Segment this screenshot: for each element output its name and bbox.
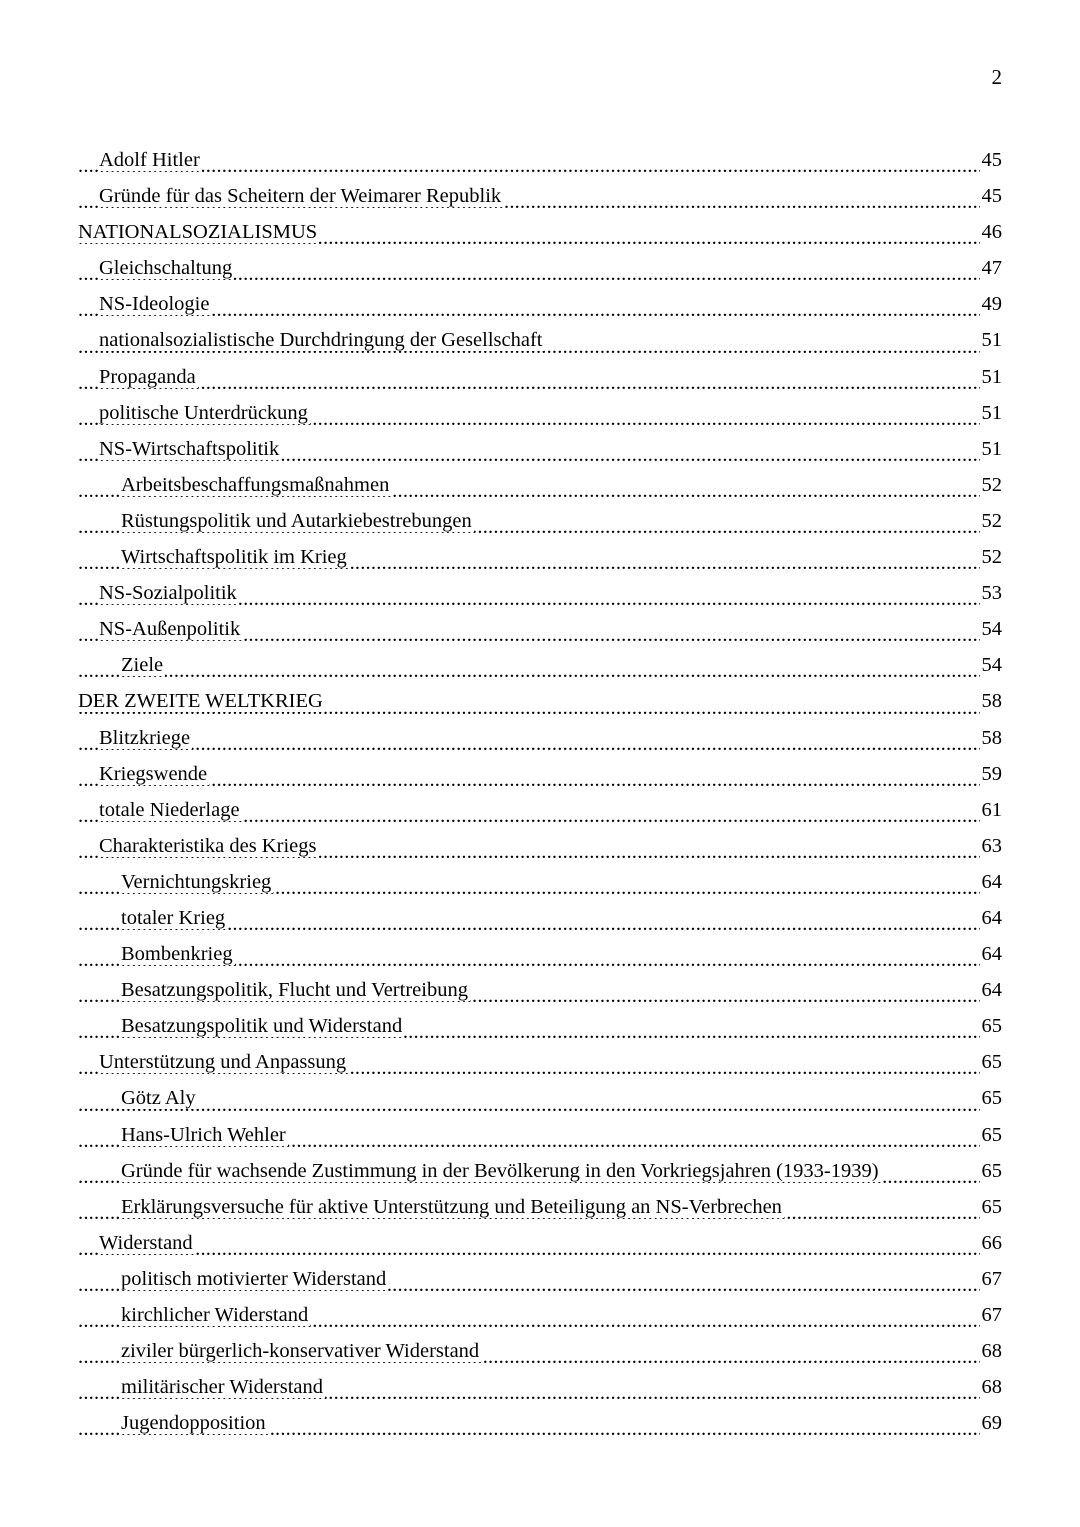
toc-entry-page: 45 [980,181,1003,211]
toc-entry-title: Unterstützung und Anpassung [99,1051,347,1074]
toc-entry-page: 65 [980,1083,1003,1113]
toc-entry-title: Hans-Ulrich Wehler [121,1123,286,1146]
toc-entry-title: Arbeitsbeschaffungsmaßnahmen [121,473,390,496]
toc-entry-title: NS-Sozialpolitik [99,582,237,605]
toc-entry[interactable] [78,325,1002,361]
toc-entry-title: kirchlicher Widerstand [121,1304,309,1326]
toc-entry[interactable] [78,903,1002,939]
toc-entry[interactable] [78,398,1002,434]
toc-entry[interactable] [78,542,1002,578]
toc-entry-title: Blitzkriege [99,726,191,749]
toc-entry[interactable] [78,253,1002,289]
toc-entry-title: Adolf Hitler [99,149,200,171]
toc-entry[interactable] [78,1011,1002,1047]
toc-entry-page: 51 [980,362,1003,392]
toc-entry-title: ziviler bürgerlich-konservativer Widerstand [121,1340,480,1363]
toc-entry[interactable] [78,434,1002,470]
toc-entry[interactable] [78,795,1002,831]
toc-entry-title: Besatzungspolitik und Widerstand [121,1015,403,1038]
toc-entry-title: Widerstand [99,1231,193,1254]
toc-entry[interactable] [78,1264,1002,1300]
toc-entry[interactable] [78,470,1002,506]
toc-entry[interactable] [78,975,1002,1011]
toc-entry-page: 52 [980,542,1003,572]
toc-entry[interactable] [78,1120,1002,1156]
toc-entry-page: 58 [980,686,1003,716]
toc-entry-page: 59 [980,759,1003,789]
toc-entry[interactable] [78,939,1002,975]
toc-entry[interactable] [78,578,1002,614]
toc-entry-title: NS-Wirtschaftspolitik [99,437,280,460]
toc-entry[interactable] [78,1300,1002,1336]
toc-entry[interactable] [78,217,1002,253]
toc-entry-page: 64 [980,903,1003,933]
toc-entry-title: militärischer Widerstand [121,1376,324,1399]
toc-entry-page: 53 [980,578,1003,608]
toc-entry-page: 52 [980,470,1003,500]
toc-entry-page: 45 [980,145,1003,175]
toc-entry-title: Erklärungsversuche für aktive Unterstützung und Beteiligung an NS-Verbrechen [121,1195,782,1218]
toc-entry-page: 54 [980,614,1003,644]
toc-entry-page: 65 [980,1047,1003,1077]
toc-entry-title: NATIONALSOZIALISMUS [78,221,318,244]
toc-entry-title: Vernichtungskrieg [121,870,272,893]
toc-entry-title: politisch motivierter Widerstand [121,1267,387,1290]
toc-entry-page: 64 [980,939,1003,969]
toc-entry-page: 65 [980,1120,1003,1150]
toc-entry-title: Götz Aly [121,1087,196,1110]
toc-entry[interactable] [78,1336,1002,1372]
toc-entry-title: nationalsozialistische Durchdringung der Gesellschaft [99,329,543,352]
toc-entry-page: 49 [980,289,1003,319]
toc-entry-page: 68 [980,1372,1003,1402]
toc-entry-title: NS-Ideologie [99,293,210,316]
toc-entry[interactable] [78,867,1002,903]
toc-entry[interactable] [78,614,1002,650]
toc-entry-page: 65 [980,1011,1003,1041]
toc-entry-title: Besatzungspolitik, Flucht und Vertreibung [121,979,468,1002]
toc-entry-title: DER ZWEITE WELTKRIEG [78,690,323,713]
toc-entry[interactable] [78,1372,1002,1408]
toc-entry-title: NS-Außenpolitik [99,618,241,641]
toc-entry[interactable] [78,1228,1002,1264]
toc-entry-title: Bombenkrieg [121,943,233,966]
toc-entry[interactable] [78,145,1002,181]
toc-entry-page: 67 [980,1300,1003,1330]
toc-entry-page: 51 [980,434,1003,464]
toc-entry[interactable] [78,1192,1002,1228]
toc-entry-page: 52 [980,506,1003,536]
toc-entry-page: 51 [980,325,1003,355]
toc-entry-page: 69 [980,1408,1003,1438]
table-of-contents [78,145,1002,1444]
toc-entry-title: Jugendopposition [121,1412,266,1435]
toc-entry[interactable] [78,1156,1002,1192]
toc-entry-title: Kriegswende [99,762,208,785]
toc-entry[interactable] [78,289,1002,325]
toc-entry-page: 64 [980,867,1003,897]
toc-entry-page: 58 [980,723,1003,753]
toc-entry-page: 54 [980,650,1003,680]
toc-entry-page: 66 [980,1228,1003,1258]
toc-entry[interactable] [78,686,1002,722]
toc-entry-title: Rüstungspolitik und Autarkiebestrebungen [121,509,472,532]
toc-entry-title: totaler Krieg [121,906,226,929]
toc-entry-page: 68 [980,1336,1003,1366]
toc-entry[interactable] [78,831,1002,867]
toc-entry-title: politische Unterdrückung [99,401,308,424]
toc-entry-page: 65 [980,1156,1003,1186]
toc-entry-title: Wirtschaftspolitik im Krieg [121,546,347,569]
toc-entry[interactable] [78,181,1002,217]
toc-entry[interactable] [78,1083,1002,1119]
toc-entry[interactable] [78,650,1002,686]
toc-entry-page: 67 [980,1264,1003,1294]
toc-entry-title: Charakteristika des Kriegs [99,834,317,857]
toc-entry-page: 61 [980,795,1003,825]
toc-entry-page: 63 [980,831,1003,861]
toc-entry-title: Propaganda [99,365,196,388]
toc-entry-title: Gleichschaltung [99,257,233,280]
toc-entry-title: Gründe für das Scheitern der Weimarer Republik [99,185,502,208]
toc-entry[interactable] [78,362,1002,398]
toc-entry[interactable] [78,506,1002,542]
toc-entry-page: 51 [980,398,1003,428]
toc-entry-title: Gründe für wachsende Zustimmung in der Bevölkerung in den Vorkriegsjahren (1933-1939) [121,1159,879,1182]
toc-entry-page: 46 [980,217,1003,247]
toc-entry[interactable] [78,1408,1002,1444]
toc-entry[interactable] [78,1047,1002,1083]
toc-entry-title: Ziele [121,654,164,677]
toc-entry-page: 65 [980,1192,1003,1222]
toc-entry-title: totale Niederlage [99,798,240,821]
toc-entry[interactable] [78,759,1002,795]
toc-entry-page: 64 [980,975,1003,1005]
toc-entry[interactable] [78,723,1002,759]
page-number: 2 [991,65,1002,89]
toc-entry-page: 47 [980,253,1003,283]
